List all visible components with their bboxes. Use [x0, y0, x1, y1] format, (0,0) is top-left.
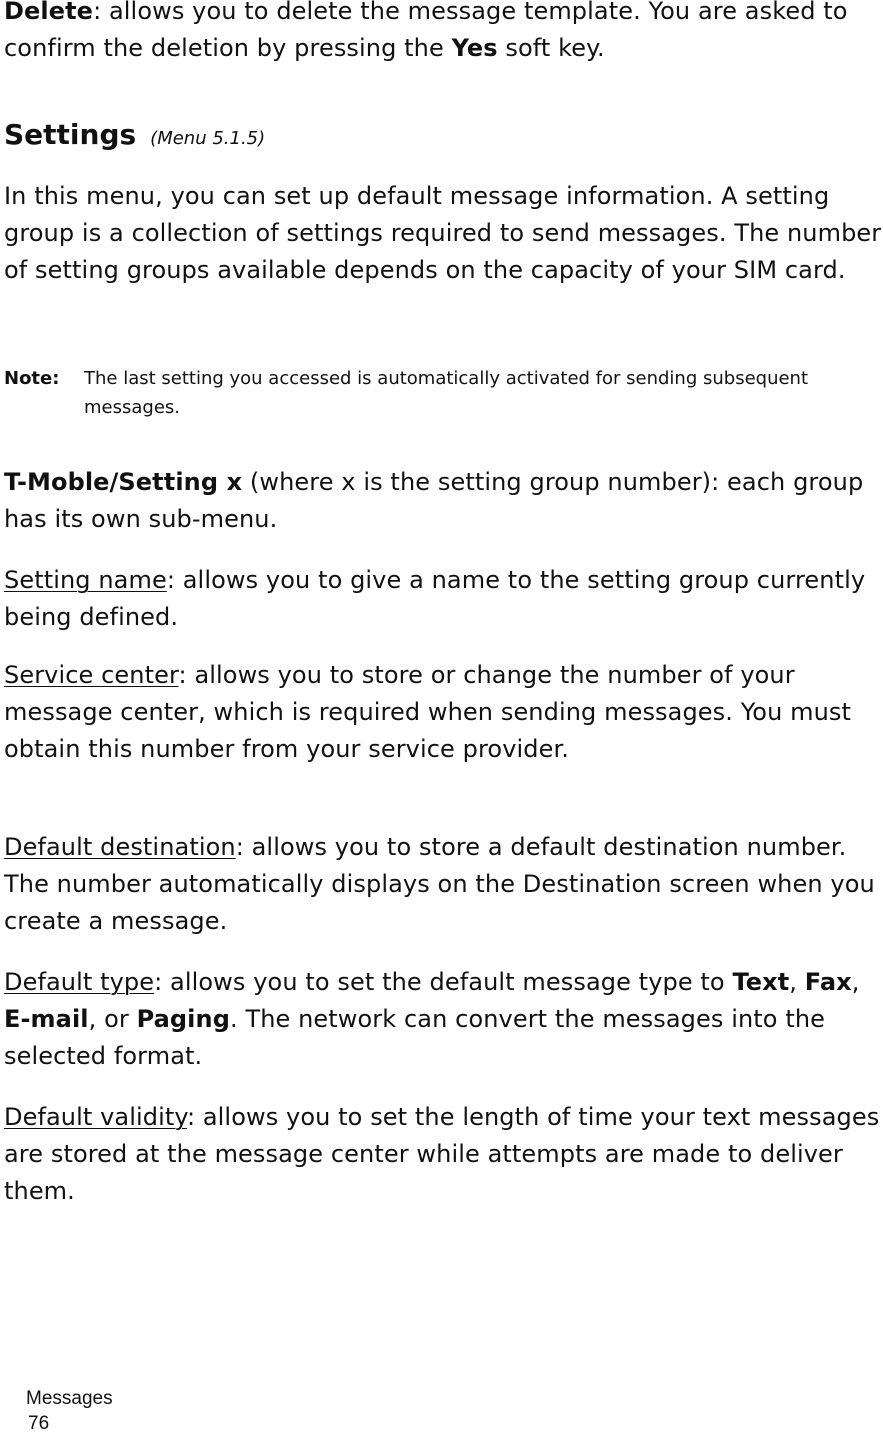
default-validity-term: Default validity: [4, 1103, 187, 1131]
settings-menu-ref: (Menu 5.1.5): [150, 128, 266, 149]
delete-text-1: : allows you to delete the message template. You are asked to confirm the deletion by pressing the: [4, 0, 848, 62]
type-option-fax: Fax: [804, 968, 852, 996]
default-destination-text: : allows you to store a default destination number. The number automatically displays on the Destination screen when you create a message.: [4, 833, 875, 935]
page-number: 76: [28, 1413, 50, 1434]
footer-section-name: Messages: [26, 1388, 113, 1409]
default-type-text-2: . The network can convert the messages into the selected format.: [4, 1005, 826, 1070]
yes-softkey-label: Yes: [451, 34, 498, 62]
default-validity-text: : allows you to set the length of time your text messages are stored at the message center while attempts are made to deliver them.: [4, 1103, 880, 1205]
settings-intro: In this menu, you can set up default message information. A setting group is a collection of settings required to send messages. The number of setting groups available depends on the capacity of your SIM card.: [4, 182, 882, 284]
note-block: [4, 364, 864, 422]
type-option-text: Text: [732, 968, 790, 996]
type-option-email: E-mail: [4, 1005, 89, 1033]
default-type-item: [4, 964, 882, 1075]
settings-title: Settings: [4, 118, 137, 151]
type-separator-3: , or: [88, 1005, 137, 1033]
default-destination-item: [4, 829, 882, 940]
type-separator-1: ,: [789, 968, 805, 996]
delete-paragraph: [4, 0, 882, 67]
default-destination-term: Default destination: [4, 833, 236, 861]
service-center-text: : allows you to store or change the number of your message center, which is required when sending messages. You must obtain this number from your service provider.: [4, 661, 852, 763]
service-center-term: Service center: [4, 661, 179, 689]
note-label: Note:: [4, 368, 60, 389]
service-center-item: [4, 657, 882, 768]
default-validity-item: [4, 1099, 882, 1210]
setting-group-text: (where x is the setting group number): each group has its own sub-menu.: [4, 468, 864, 533]
type-separator-2: ,: [851, 968, 860, 996]
delete-term: Delete: [4, 0, 94, 25]
default-type-term: Default type: [4, 968, 155, 996]
delete-text-2: soft key.: [497, 34, 605, 62]
page-footer: [26, 1386, 113, 1436]
settings-heading: [4, 115, 265, 159]
setting-name-term: Setting name: [4, 566, 167, 594]
setting-group-term: T-Moble/Setting x: [4, 468, 243, 496]
setting-group-paragraph: [4, 464, 882, 538]
type-option-paging: Paging: [136, 1005, 230, 1033]
note-text: The last setting you accessed is automatically activated for sending subsequent messages.: [84, 368, 809, 418]
setting-name-item: [4, 562, 882, 636]
setting-name-text: : allows you to give a name to the setting group currently being defined.: [4, 566, 866, 631]
default-type-text-1: : allows you to set the default message type to: [154, 968, 733, 996]
